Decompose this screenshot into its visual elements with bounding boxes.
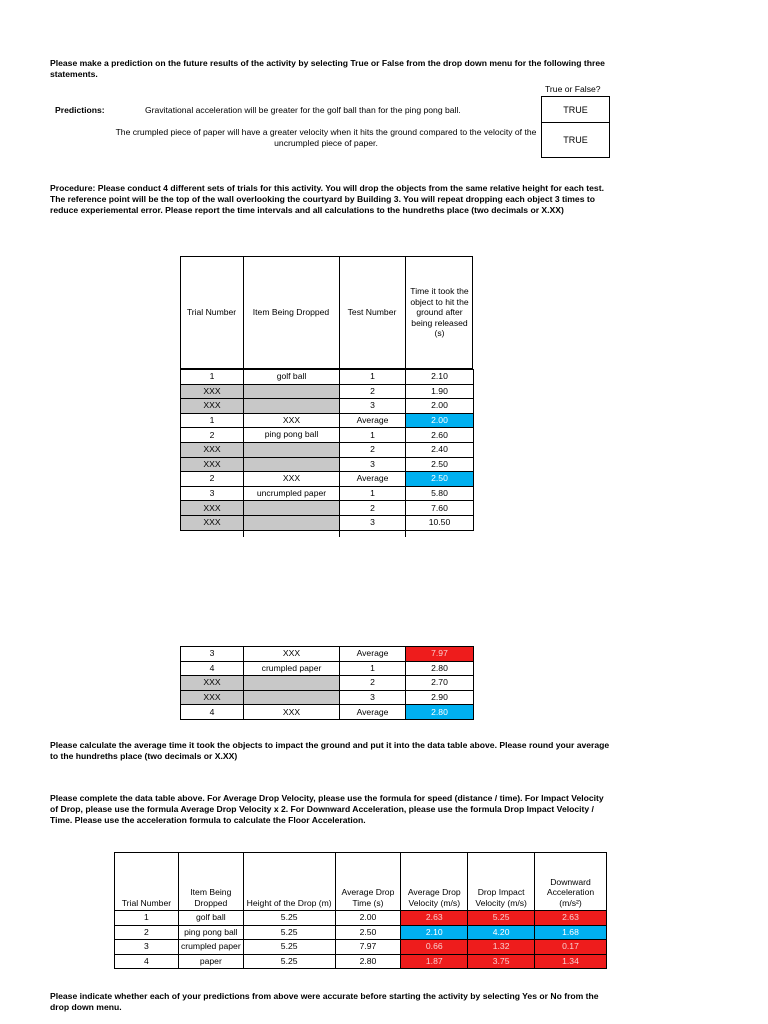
table-row (181, 472, 474, 487)
time-cell: 7.97 (406, 647, 474, 662)
avg-velocity-cell: 1.87 (401, 954, 468, 969)
calc-instructions: Please calculate the average time it took the objects to impact the ground and put it into the data table above. Please round your average to the hundreths place (two decimals or X.XX) (50, 740, 610, 761)
time-cell: 7.60 (406, 501, 474, 516)
table-row (181, 647, 474, 662)
table1-header-trial: Trial Number (186, 307, 237, 317)
table-row (181, 676, 474, 691)
table-row (181, 705, 474, 720)
time-cell: 2.80 (406, 705, 474, 720)
height-cell: 5.25 (243, 925, 335, 940)
table-row (181, 501, 474, 516)
prediction-2-dropdown[interactable]: TRUE (541, 122, 610, 158)
impact-velocity-cell: 5.25 (468, 911, 535, 926)
table-row (181, 384, 474, 399)
height-cell: 5.25 (243, 940, 335, 955)
table2 (114, 852, 607, 969)
impact-velocity-cell: 1.32 (468, 940, 535, 955)
trial-cell: 3 (181, 647, 244, 662)
item-cell: uncrumpled paper (244, 486, 340, 501)
table-row (181, 515, 474, 530)
item-cell: ping pong ball (244, 428, 340, 443)
item-cell: XXX (244, 705, 340, 720)
trial-cell: 2 (181, 472, 244, 487)
trial-cell: 1 (115, 911, 179, 926)
table-row (181, 457, 474, 472)
final-instructions: Please indicate whether each of your predictions from above were accurate before starting the activity by selecting Yes or No from the drop down menu. (50, 991, 599, 1012)
item-cell (244, 399, 340, 414)
impact-velocity-cell: 3.75 (468, 954, 535, 969)
table2-header-item: Item Being Dropped (178, 853, 243, 911)
impact-velocity-cell: 4.20 (468, 925, 535, 940)
item-cell (244, 676, 340, 691)
avg-time-cell: 2.00 (335, 911, 401, 926)
table-row (181, 661, 474, 676)
table-row (181, 413, 474, 428)
trial-cell: XXX (181, 457, 244, 472)
test-cell: 2 (340, 442, 406, 457)
prediction-1-dropdown[interactable]: TRUE (541, 96, 610, 123)
trial-cell: 1 (181, 370, 244, 385)
test-cell: Average (340, 472, 406, 487)
test-cell: 1 (340, 661, 406, 676)
item-cell: golf ball (244, 370, 340, 385)
time-cell: 2.70 (406, 676, 474, 691)
item-cell: crumpled paper (178, 940, 243, 955)
test-cell: 1 (340, 486, 406, 501)
trial-cell: 2 (181, 428, 244, 443)
trial-cell: XXX (181, 501, 244, 516)
time-cell: 2.50 (406, 472, 474, 487)
item-cell: ping pong ball (178, 925, 243, 940)
test-cell: 2 (340, 501, 406, 516)
table-row (115, 911, 607, 926)
acceleration-cell: 2.63 (535, 911, 607, 926)
table-row (115, 940, 607, 955)
height-cell: 5.25 (243, 954, 335, 969)
test-cell: Average (340, 647, 406, 662)
trial-cell: 3 (115, 940, 179, 955)
time-cell: 2.60 (406, 428, 474, 443)
avg-velocity-cell: 0.66 (401, 940, 468, 955)
predictions-label: Predictions: (55, 105, 105, 115)
test-cell: 3 (340, 457, 406, 472)
trial-cell: XXX (181, 676, 244, 691)
item-cell: XXX (244, 647, 340, 662)
table1-body (180, 369, 474, 531)
table-row (181, 428, 474, 443)
height-cell: 5.25 (243, 911, 335, 926)
time-cell: 2.00 (406, 399, 474, 414)
test-cell: Average (340, 705, 406, 720)
test-cell: 3 (340, 515, 406, 530)
table1-header-item: Item Being Dropped (252, 307, 330, 317)
acceleration-cell: 0.17 (535, 940, 607, 955)
complete-instructions: Please complete the data table above. For Average Drop Velocity, please use the formula for speed (distance / time). For Impact Velocity of Drop, please use the formula Average Drop Velocity x 2. For Downward Acceleration, please use the formula Drop Impact Velocity / Time. Please use the acceleration formula to calculate the Floor Acceleration. (50, 793, 604, 825)
avg-time-cell: 7.97 (335, 940, 401, 955)
acceleration-cell: 1.34 (535, 954, 607, 969)
table-row (181, 442, 474, 457)
time-cell: 2.80 (406, 661, 474, 676)
time-cell: 1.90 (406, 384, 474, 399)
test-cell: 2 (340, 676, 406, 691)
table2-header-trial: Trial Number (115, 853, 179, 911)
trial-cell: 2 (115, 925, 179, 940)
table2-header-avg-time: Average Drop Time (s) (335, 853, 401, 911)
table-row (181, 370, 474, 385)
test-cell: Average (340, 413, 406, 428)
item-cell: XXX (244, 472, 340, 487)
table-row (115, 925, 607, 940)
test-cell: 3 (340, 399, 406, 414)
table2-header-height: Height of the Drop (m) (243, 853, 335, 911)
intro-text: Please make a prediction on the future results of the activity by selecting True or False from the drop down menu for the following three statements. (50, 58, 605, 79)
trial-cell: XXX (181, 690, 244, 705)
trial-cell: 4 (115, 954, 179, 969)
trial-cell: 4 (181, 661, 244, 676)
time-cell: 2.90 (406, 690, 474, 705)
acceleration-cell: 1.68 (535, 925, 607, 940)
item-cell (244, 457, 340, 472)
item-cell: paper (178, 954, 243, 969)
time-cell: 2.00 (406, 413, 474, 428)
item-cell (244, 515, 340, 530)
table1-continued (180, 646, 474, 720)
time-cell: 2.10 (406, 370, 474, 385)
avg-velocity-cell: 2.63 (401, 911, 468, 926)
avg-velocity-cell: 2.10 (401, 925, 468, 940)
trial-cell: 4 (181, 705, 244, 720)
prediction-2-text: The crumpled piece of paper will have a greater velocity when it hits the ground compared to the velocity of the uncrumpled piece of paper. (115, 127, 537, 148)
table-row (115, 954, 607, 969)
item-cell: golf ball (178, 911, 243, 926)
item-cell (244, 442, 340, 457)
item-cell (244, 690, 340, 705)
trial-cell: XXX (181, 399, 244, 414)
test-cell: 2 (340, 384, 406, 399)
time-cell: 2.40 (406, 442, 474, 457)
table2-header-impact-velocity: Drop Impact Velocity (m/s) (468, 853, 535, 911)
trial-cell: 1 (181, 413, 244, 428)
table2-header-avg-velocity: Average Drop Velocity (m/s) (401, 853, 468, 911)
avg-time-cell: 2.80 (335, 954, 401, 969)
item-cell: XXX (244, 413, 340, 428)
prediction-1-text: Gravitational acceleration will be greater for the golf ball than for the ping pong ball. (145, 105, 461, 115)
test-cell: 3 (340, 690, 406, 705)
item-cell (244, 501, 340, 516)
table1-header-test: Test Number (347, 307, 397, 317)
table2-header-acceleration: Downward Acceleration (m/s²) (535, 853, 607, 911)
table-row (181, 399, 474, 414)
table-row (181, 486, 474, 501)
time-cell: 2.50 (406, 457, 474, 472)
trial-cell: 3 (181, 486, 244, 501)
procedure-text: Procedure: Please conduct 4 different sets of trials for this activity. You will drop the objects from the same relative height for each test. The reference point will be the top of the wall overlooking the courtyard by Building 3. You will repeat dropping each object 3 times to reduce experiemental error. Please report the time intervals and all calculations to the hundreths place (two decimals or X.XX) (50, 183, 604, 215)
true-false-header: True or False? (545, 84, 601, 94)
trial-cell: XXX (181, 442, 244, 457)
item-cell (244, 384, 340, 399)
test-cell: 1 (340, 428, 406, 443)
time-cell: 5.80 (406, 486, 474, 501)
table-row (181, 690, 474, 705)
trial-cell: XXX (181, 384, 244, 399)
table1-header-time: Time it took the object to hit the ground after being released (s) (410, 286, 469, 338)
avg-time-cell: 2.50 (335, 925, 401, 940)
test-cell: 1 (340, 370, 406, 385)
item-cell: crumpled paper (244, 661, 340, 676)
trial-cell: XXX (181, 515, 244, 530)
time-cell: 10.50 (406, 515, 474, 530)
